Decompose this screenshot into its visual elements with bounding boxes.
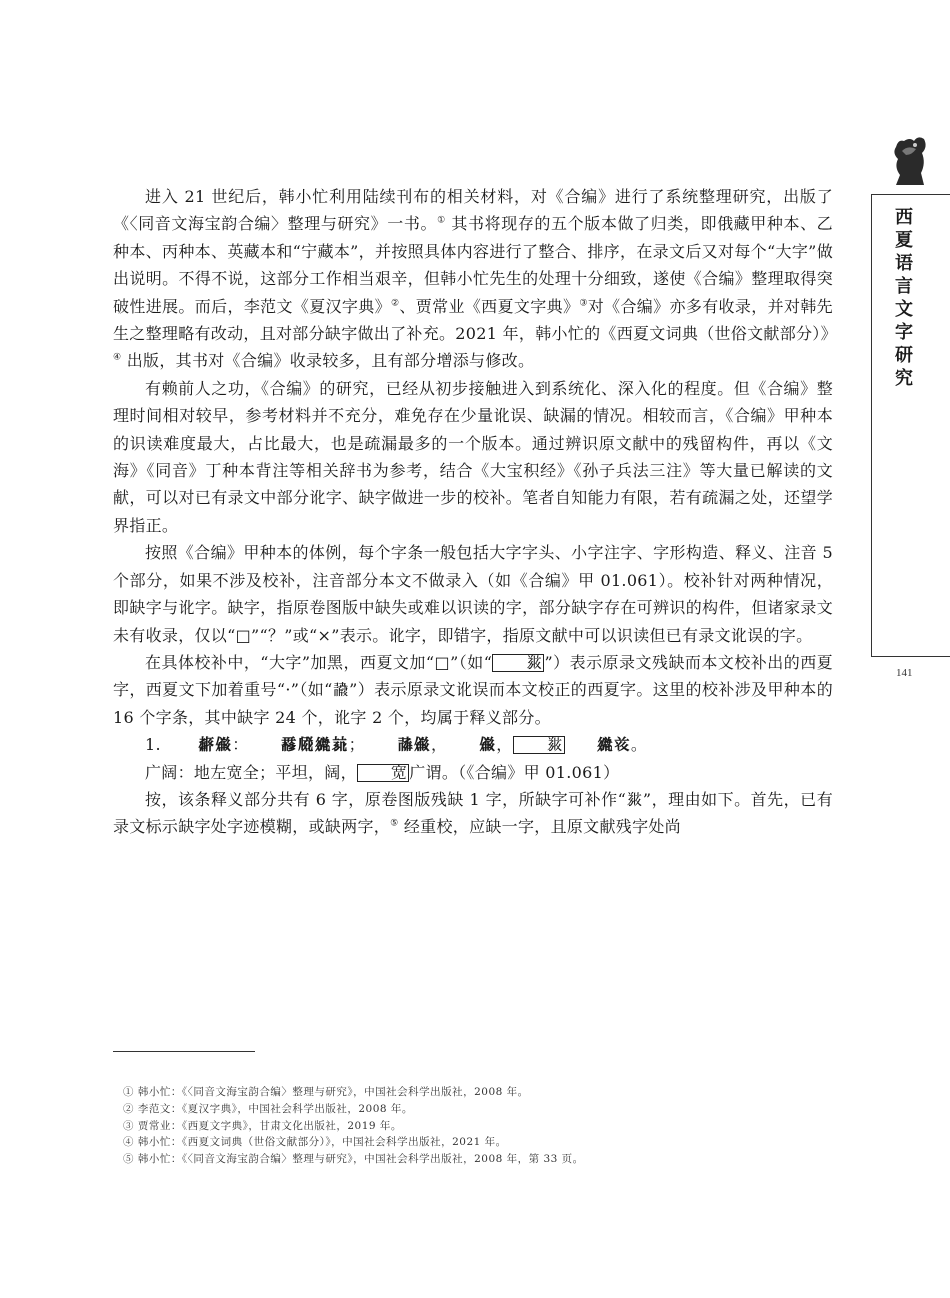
tangut-text: 𗫨𘝞 [596, 735, 631, 755]
footnote-ref: ⑤ [390, 819, 399, 830]
footnote-ref: ④ [113, 353, 122, 364]
side-rule-top [871, 194, 950, 195]
section-title-char: 文 [895, 299, 913, 320]
text-run: 。 [630, 735, 648, 755]
boxed-restored-char: 宽 [357, 764, 409, 782]
section-title-char: 夏 [895, 230, 913, 251]
page-number: 141 [896, 667, 913, 679]
footnote-ref: ① [437, 216, 446, 227]
text-run: ， [496, 735, 513, 755]
tangut-text: 𘓄𗏹 [198, 735, 233, 755]
footnote-ref: ② [391, 298, 400, 309]
text-run: ”）表示原录文残缺而本文校补出的西夏字，西夏文下加着重号“·”（如“𘄒”）表示原录文讹误而本文校正的西夏字。这里的校补涉及甲种本的 16 个字条，其中缺字 24 个，讹字 2 个，均属于释义部分。 [113, 652, 833, 727]
text-run: 按，该条释义部分共有 6 字，原卷图版残缺 1 字，所缺字可补作“𗯴”，理由如下。首先，已有录文标示缺字处字迹模糊，或缺两字， [113, 789, 833, 837]
tangut-text: 𗏹 [479, 735, 497, 755]
footnote: ① 韩小忙：《〈同音文海宝韵合编〉整理与研究》，中国社会科学出版社，2008 年。 [123, 1086, 529, 1098]
text-run: 、贾常业《西夏文字典》 [399, 296, 580, 316]
side-rule-vertical [871, 194, 872, 656]
footnote: ④ 韩小忙：《西夏文词典（世俗文献部分）》，中国社会科学出版社，2021 年。 [123, 1136, 507, 1149]
paragraph [113, 759, 833, 786]
text-run: 经重校，应缺一字，且原文献残字处尚 [398, 817, 681, 837]
text-run: ， [430, 735, 448, 755]
text-run: 按照《合编》甲种本的体例，每个字条一般包括大字字头、小字注字、字形构造、释义、注音 5 个部分，如果不涉及校补，注音部分本文不做录入（如《合编》甲 01.061）。校补针对两种情况，即缺字与讹字。缺字，指原卷图版中缺失或难以识读的字，部分缺字存在可辨识的构件，但诸家录文未有收录，仅以“□”“？”或“×”表示。讹字，即错字，指原文献中可以识读但已有录文讹误的字。 [113, 543, 833, 645]
footnote-rule [113, 1051, 255, 1052]
section-title-char: 究 [895, 368, 913, 389]
text-run: 广阔：地左宽全；平坦，阔， [145, 762, 357, 782]
text-run: 对《合编》亦多有收录，并对韩先生之整理略有改动，且对部分缺字做出了补充。2021 年，韩小忙的《西夏文词典（世俗文献部分）》 [113, 296, 837, 344]
boxed-restored-char: 𗯴 [513, 736, 565, 754]
footnotes [123, 1084, 823, 1168]
paragraph [113, 786, 833, 841]
section-title-char: 语 [895, 253, 913, 274]
paragraph [113, 183, 837, 375]
text-run: 有赖前人之功，《合编》的研究，已经从初步接触进入到系统化、深入化的程度。但《合编》整理时间相对较早，参考材料并不充分，难免存在少量讹误、缺漏的情况。相较而言，《合编》甲种本的识读难度最大，占比最大，也是疏漏最多的一个版本。通过辨识原文献中的残留构件，再以《文海》《同音》丁种本背注等相关辞书为参考，结合《大宝积经》《孙子兵法三注》等大量已解读的文献，可以对已有录文中部分讹字、缺字做进一步的校补。笔者自知能力有限，若有疏漏之处，还望学界指正。 [113, 378, 833, 535]
text-run: 1. [145, 735, 167, 755]
body-text [113, 183, 837, 841]
footnote: ③ 贾常业：《西夏文字典》，甘肃文化出版社，2019 年。 [123, 1119, 402, 1132]
footnote-ref: ③ [579, 298, 588, 309]
text-run: 进入 21 世纪后，韩小忙利用陆续刊布的相关材料，对《合编》进行了系统整理研究，出版了《〈同音文海宝韵合编〉整理与研究》一书。 [113, 187, 833, 234]
tangut-text: 𗵒𗆧𗫨𗭪 [280, 735, 349, 755]
running-section-title [888, 206, 920, 390]
text-run: ； [348, 735, 365, 755]
text-run: 出版，其书对《合编》收录较多，且有部分增添与修改。 [121, 351, 535, 371]
section-title-char: 言 [895, 276, 913, 297]
text-run: 其书将现存的五个版本做了归类，即俄藏甲种本、乙种本、丙种本、英藏本和“宁藏本”，并按照具体内容进行了整合、排序，在录文后又对每个“大字”做出说明。不得不说，这部分工作相当艰辛，但韩小忙先生的处理十分细致，遂使《合编》整理取得突破性进展。而后，李范文《夏汉字典》 [113, 214, 833, 316]
section-title-char: 研 [895, 345, 913, 366]
text-run: ： [232, 735, 249, 755]
text-run: 在具体校补中，“大字”加黑，西夏文加“□”（如“ [145, 652, 493, 672]
paragraph [113, 731, 833, 758]
dragon-ornament-icon [888, 133, 932, 189]
boxed-restored-char: 𗯴 [492, 654, 544, 672]
section-title-char: 西 [895, 207, 913, 228]
footnote: ⑤ 韩小忙：《〈同音文海宝韵合编〉整理与研究》，中国社会科学出版社，2008 年，第 33 页。 [123, 1153, 584, 1166]
section-title-char: 字 [895, 322, 913, 343]
side-rule-bottom [871, 656, 950, 657]
paragraph [113, 649, 833, 731]
footnote: ② 李范文：《夏汉字典》，中国社会科学出版社，2008 年。 [123, 1102, 413, 1115]
paragraph [113, 539, 833, 649]
text-run: 广谓。（《合编》甲 01.061） [409, 762, 620, 782]
paragraph [113, 375, 833, 539]
tangut-text: 𗰜𗏹 [396, 735, 431, 755]
